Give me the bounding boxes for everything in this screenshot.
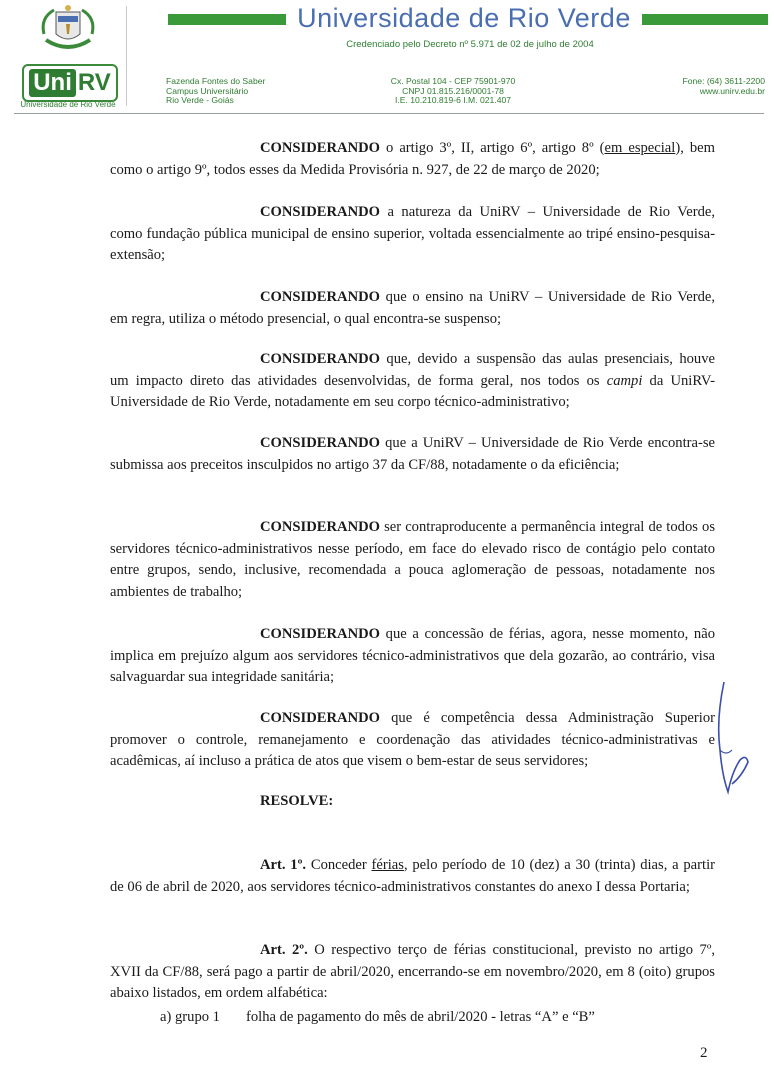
paragraph-text: que o ensino na UniRV – Universidade de Rio Verde, em regra, utiliza o método presencial, o qual encontra-se suspenso; xyxy=(110,289,715,327)
alinea-label: a) grupo 1 xyxy=(160,1009,220,1025)
phone-number: Fone: (64) 3611-2200 xyxy=(682,76,765,86)
paragraph-text: O respectivo terço de férias constitucional, previsto no artigo 7º, XVII da CF/88, será pago a partir de abril/2020, encerrando-se em novembro/2020, em 8 (oito) grupos abaixo listados, em ordem alfabética: xyxy=(110,942,715,1001)
article-1 xyxy=(110,855,715,898)
article-label: Art. 1º. xyxy=(260,857,307,873)
considerando-keyword: CONSIDERANDO xyxy=(260,435,381,451)
paragraph-text: que, devido a suspensão das aulas presenciais, houve um impacto direto das atividades desenvolvidas, de forma geral, nos todos os xyxy=(110,351,715,389)
considerando-paragraph-3 xyxy=(110,287,715,330)
paragraph-text: ), bem como o artigo 9º, todos esses da Medida Provisória n. 927, de 22 de março de 2020; xyxy=(110,140,715,178)
page-number: 2 xyxy=(700,1045,708,1061)
paragraph-text: a natureza da UniRV – Universidade de Rio Verde, como fundação pública municipal de ensino superior, voltada essencialmente ao tripé ensino-pesquisa-extensão; xyxy=(110,204,715,263)
cnpj-line: CNPJ 01.815.216/0001-78 xyxy=(402,85,504,96)
considerando-paragraph-1 xyxy=(110,138,715,181)
address-line: Fazenda Fontes do Saber xyxy=(166,76,266,86)
considerando-paragraph-8 xyxy=(110,708,715,773)
considerando-paragraph-4 xyxy=(110,349,715,414)
address-line: Campus Universitário xyxy=(166,85,249,96)
logo-uni-text: Uni xyxy=(29,69,76,97)
university-title: Universidade de Rio Verde xyxy=(297,3,631,33)
header-rule xyxy=(14,113,764,114)
considerando-keyword: CONSIDERANDO xyxy=(260,351,381,367)
postal-line: Cx. Postal 104 - CEP 75901-970 xyxy=(390,76,516,86)
alinea-a xyxy=(160,1009,595,1026)
unirv-logo xyxy=(22,64,118,102)
considerando-paragraph-7 xyxy=(110,624,715,689)
considerando-keyword: CONSIDERANDO xyxy=(260,519,381,535)
paragraph-text: que é competência dessa Administração Superior promover o controle, remanejamento e coordenação das atividades técnico-administrativas e acadêmicas, aí incluso a prática de atos que visem o bem-estar de seus servidores; xyxy=(110,710,715,769)
paragraph-text: ser contraproducente a permanência integral de todos os servidores técnico-administrativos nesse período, em face do elevado risco de contágio pelo contato entre grupos, sendo, inclusive, recomendada a pouca aglomeração de pessoas, notadamente nos ambientes de trabalho; xyxy=(110,519,715,600)
campus-address xyxy=(166,77,265,106)
underlined-text: férias xyxy=(371,857,404,873)
considerando-keyword: CONSIDERANDO xyxy=(260,710,381,726)
contact-info xyxy=(620,77,765,96)
considerando-paragraph-2 xyxy=(110,202,715,267)
underlined-text: em especial xyxy=(604,140,676,156)
paragraph-text: que a concessão de férias, agora, nesse momento, não implica em prejuízo algum aos servidores técnico-administrativos que dela gozarão, ao contrário, visa salvaguardar sua integridade sanitária; xyxy=(110,626,715,685)
title-bar-left xyxy=(168,14,286,25)
considerando-keyword: CONSIDERANDO xyxy=(260,626,381,642)
logo-rv-text: RV xyxy=(77,69,111,96)
resolve-heading: RESOLVE: xyxy=(260,793,334,809)
handwritten-signature xyxy=(702,680,752,798)
logo-subtitle: Universidade de Rio Verde xyxy=(20,100,116,109)
paragraph-text: da UniRV- Universidade de Rio Verde, notadamente em seu corpo técnico-administrativo; xyxy=(110,372,715,410)
registration-line: I.E. 10.210.819-6 I.M. 021.407 xyxy=(394,95,512,105)
considerando-keyword: CONSIDERANDO xyxy=(260,289,381,305)
paragraph-text: o artigo 3º, II, artigo 6º, artigo 8º ( xyxy=(380,140,605,156)
considerando-paragraph-5 xyxy=(110,433,715,476)
postal-info xyxy=(383,77,523,106)
university-crest-logo xyxy=(36,4,100,54)
address-line: Rio Verde - Goiás xyxy=(166,95,234,105)
italic-text: campi xyxy=(606,372,643,389)
website-link[interactable]: www.unirv.edu.br xyxy=(699,85,765,96)
alinea-text: folha de pagamento do mês de abril/2020 - letras “A” e “B” xyxy=(245,1009,595,1025)
title-bar-right xyxy=(642,14,768,25)
paragraph-text: que a UniRV – Universidade de Rio Verde encontra-se submissa aos preceitos insculpidos no artigo 37 da CF/88, notadamente o da eficiência; xyxy=(110,435,715,473)
header-divider xyxy=(126,6,127,106)
considerando-keyword: CONSIDERANDO xyxy=(260,140,381,156)
considerando-paragraph-6 xyxy=(110,517,715,603)
article-2 xyxy=(110,940,715,1005)
considerando-keyword: CONSIDERANDO xyxy=(260,204,381,220)
paragraph-text: Conceder xyxy=(306,857,372,873)
paragraph-text: , pelo período de 10 (dez) a 30 (trinta) dias, a partir de 06 de abril de 2020, aos servidores técnico-administrativos constantes do anexo I dessa Portaria; xyxy=(110,857,715,895)
credenciamento-text: Credenciado pelo Decreto nº 5.971 de 02 de julho de 2004 xyxy=(346,39,594,50)
article-label: Art. 2º. xyxy=(260,942,308,958)
